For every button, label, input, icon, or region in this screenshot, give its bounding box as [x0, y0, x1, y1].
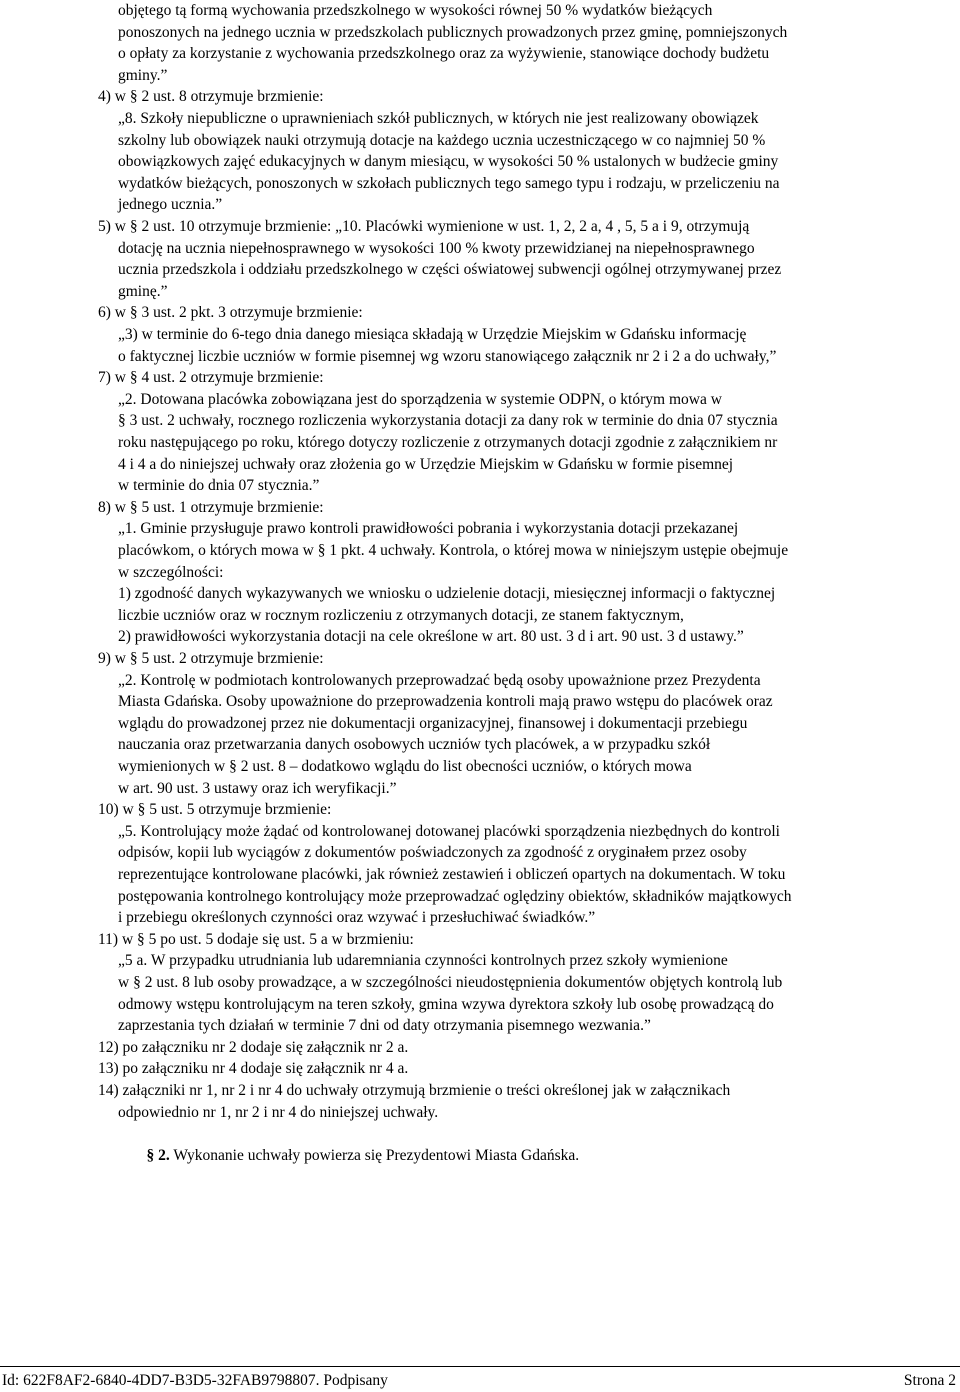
- text-line: 4 i 4 a do niniejszej uchwały oraz złożenia go w Urzędzie Miejskim w Gdańsku w formie pisemnej: [118, 455, 734, 473]
- text-line: wymienionych w § 2 ust. 8 – dodatkowo wglądu do list obecności uczniów, o których mowa: [118, 758, 692, 775]
- text-line: w § 2 ust. 8 lub osoby prowadzące, a w szczególności nieudostępnienia dokumentów objętych kontrolą lub: [118, 974, 783, 991]
- document-id: Id: 622F8AF2-6840-4DD7-B3D5-32FAB9798807. Podpisany: [2, 1372, 388, 1389]
- text-line: 2) prawidłowości wykorzystania dotacji na cele określone w art. 80 ust. 3 d i art. 90 ust. 3 d ustawy.”: [118, 628, 744, 646]
- text-line: 12) po załączniku nr 2 dodaje się załącznik nr 2 a.: [98, 1038, 409, 1056]
- text-line: o opłaty za korzystanie z wychowania przedszkolnego oraz za wyżywienie, stanowiące dochody budżetu: [118, 45, 770, 63]
- text-line: 11) w § 5 po ust. 5 dodaje się ust. 5 a w brzmieniu:: [98, 930, 414, 948]
- text-line: 6) w § 3 ust. 2 pkt. 3 otrzymuje brzmienie:: [98, 304, 363, 322]
- text-line: nauczania oraz przetwarzania danych osobowych uczniów tych placówek, a w przypadku szkół: [118, 736, 711, 754]
- text-line: jednego ucznia.”: [118, 196, 223, 214]
- text-line: odpisów, kopii lub wyciągów z dokumentów poświadczonych za zgodność z oryginałem przez osoby: [118, 844, 747, 862]
- text-line: „5 a. W przypadku utrudniania lub udaremniania czynności kontrolnych przez szkoły wymienione: [118, 952, 728, 970]
- text-line: wglądu do prowadzonej przez nie dokumentacji organizacyjnej, finansowej i dokumentacji przebiegu: [118, 714, 748, 732]
- text-line: 14) załączniki nr 1, nr 2 i nr 4 do uchwały otrzymują brzmienie o treści określonej jak w załącznikach: [98, 1082, 731, 1099]
- section-paragraph: [131, 1123, 579, 1188]
- text-line: reprezentujące kontrolowane placówki, jak również zestawień i obliczeń opartych na dokumentach. W toku: [118, 866, 786, 883]
- text-line: 13) po załączniku nr 4 dodaje się załącznik nr 4 a.: [98, 1060, 409, 1078]
- text-line: 9) w § 5 ust. 2 otrzymuje brzmienie:: [98, 650, 324, 667]
- text-line: odpowiednio nr 1, nr 2 i nr 4 do niniejszej uchwały.: [118, 1103, 439, 1121]
- text-line: gminę.”: [118, 282, 168, 300]
- text-line: 10) w § 5 ust. 5 otrzymuje brzmienie:: [98, 801, 332, 819]
- text-line: szkolny lub obowiązek nauki otrzymują dotacje na każdego ucznia uczestniczącego w co najmniej 50 %: [118, 131, 766, 149]
- text-line: dotację na ucznia niepełnosprawnego w wysokości 100 % kwoty przewidzianej na niepełnosprawnego: [118, 239, 755, 257]
- text-line: liczbie uczniów oraz w rocznym rozliczeniu z otrzymanych dotacji, ze stanem faktycznym,: [118, 606, 684, 624]
- text-line: gminy.”: [118, 66, 168, 84]
- page-number: Strona 2: [903, 1372, 956, 1389]
- text-line: ponoszonych na jednego ucznia w przedszkolach publicznych prowadzonych przez gminę, pomniejszonych: [118, 23, 788, 41]
- text-line: odmowy wstępu kontrolującym na teren szkoły, gmina wzywa dyrektora szkoły lub osobę prowadzącą do: [118, 995, 774, 1013]
- text-line: 4) w § 2 ust. 8 otrzymuje brzmienie:: [98, 88, 324, 106]
- page-footer: [0, 1366, 960, 1392]
- text-line: „1. Gminie przysługuje prawo kontroli prawidłowości pobrania i wykorzystania dotacji przekazanej: [118, 520, 739, 538]
- text-line: w terminie do dnia 07 stycznia.”: [118, 477, 320, 495]
- text-line: zaprzestania tych działań w terminie 7 dni od daty otrzymania pisemnego wezwania.”: [118, 1017, 651, 1035]
- text-line: obowiązkowych zajęć edukacyjnych w danym miesiącu, w wysokości 50 % ustalonych w budżecie gminy: [118, 153, 779, 171]
- text-line: § 3 ust. 2 uchwały, rocznego rozliczenia wykorzystania dotacji za dany rok w terminie do dnia 07 stycznia: [118, 412, 778, 430]
- text-line: „5. Kontrolujący może żądać od kontrolowanej dotowanej placówki sporządzenia niezbędnych do kontroli: [118, 822, 780, 840]
- section-text: Wykonanie uchwały powierza się Prezydentowi Miasta Gdańska.: [169, 1146, 580, 1164]
- text-line: roku następującego po roku, którego dotyczy rozliczenie z otrzymanych dotacji zgodnie z załącznikiem nr: [118, 434, 778, 451]
- text-line: „2. Kontrolę w podmiotach kontrolowanych przeprowadzać będą osoby upoważnione przez Prezydenta: [118, 671, 761, 689]
- text-line: 5) w § 2 ust. 10 otrzymuje brzmienie: „10. Placówki wymienione w ust. 1, 2, 2 a, 4 , 5, 5 a i 9, otrzymują: [98, 218, 750, 235]
- text-line: i przebiegu określonych czynności oraz wzywać i przesłuchiwać świadków.”: [118, 909, 596, 927]
- text-line: objętego tą formą wychowania przedszkolnego w wysokości równej 50 % wydatków bieżących: [118, 2, 713, 19]
- text-line: 1) zgodność danych wykazywanych we wniosku o udzielenie dotacji, miesięcznej informacji o faktycznej: [118, 585, 776, 603]
- text-line: 8) w § 5 ust. 1 otrzymuje brzmienie:: [98, 498, 324, 516]
- text-line: o faktycznej liczbie uczniów w formie pisemnej wg wzoru stanowiącego załącznik nr 2 i 2 a do uchwały,”: [118, 347, 777, 365]
- text-line: „8. Szkoły niepubliczne o uprawnieniach szkół publicznych, w których nie jest realizowany obowiązek: [118, 110, 759, 127]
- text-line: ucznia przedszkola i oddziału przedszkolnego w części oświatowej subwencji ogólnej otrzymywanej przez: [118, 261, 782, 279]
- text-line: „3) w terminie do 6-tego dnia danego miesiąca składają w Urzędzie Miejskim w Gdańsku informację: [118, 326, 747, 343]
- text-line: wydatków bieżących, ponoszonych w szkołach publicznych tego samego typu i rodzaju, w przeliczeniu na: [118, 174, 780, 192]
- section-marker: § 2.: [146, 1146, 170, 1164]
- text-line: postępowania kontrolnego kontrolujący może przeprowadzać oględziny obiektów, składników majątkowych: [118, 887, 792, 905]
- text-line: 7) w § 4 ust. 2 otrzymuje brzmienie:: [98, 369, 324, 387]
- text-line: w art. 90 ust. 3 ustawy oraz ich weryfikacji.”: [118, 779, 397, 797]
- text-line: placówkom, o których mowa w § 1 pkt. 4 uchwały. Kontrola, o której mowa w niniejszym ustępie obejmuje: [118, 542, 789, 559]
- text-line: Miasta Gdańska. Osoby upoważnione do przeprowadzenia kontroli mają prawo wstępu do placówek oraz: [118, 693, 773, 711]
- text-line: „2. Dotowana placówka zobowiązana jest do sporządzenia w systemie ODPN, o którym mowa w: [118, 390, 722, 408]
- text-line: w szczególności:: [118, 563, 224, 581]
